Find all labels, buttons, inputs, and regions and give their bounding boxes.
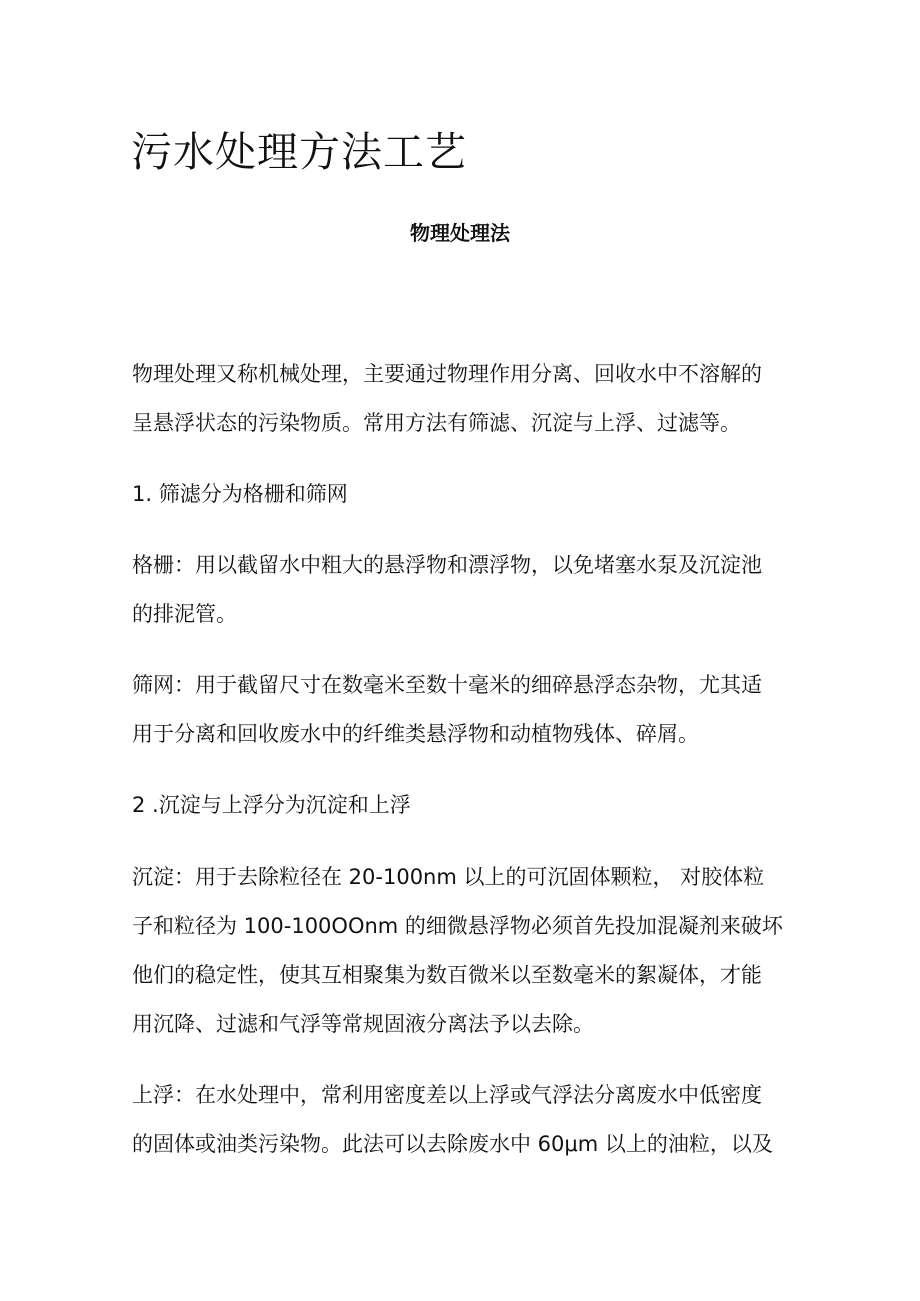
list-item-heading-1: 1. 筛滤分为格栅和筛网: [132, 482, 348, 506]
paragraph-flotation-line-1: 上浮：在水处理中，常利用密度差以上浮或气浮法分离废水中低密度: [132, 1083, 762, 1107]
paragraph-intro-line-1: 物理处理又称机械处理，主要通过物理作用分离、回收水中不溶解的: [132, 362, 762, 386]
paragraph-intro-line-2: 呈悬浮状态的污染物质。常用方法有筛滤、沉淀与上浮、过滤等。: [132, 411, 741, 435]
paragraph-sedimentation-line-3: 他们的稳定性，使其互相聚集为数百微米以至数毫米的絮凝体，才能: [132, 963, 762, 987]
paragraph-grille-line-1: 格栅：用以截留水中粗大的悬浮物和漂浮物，以免堵塞水泵及沉淀池: [132, 553, 762, 577]
paragraph-sedimentation-line-2: 子和粒径为 100-100OOnm 的细微悬浮物必须首先投加混凝剂来破坏: [132, 914, 783, 938]
paragraph-sedimentation-line-1: 沉淀：用于去除粒径在 20-100nm 以上的可沉固体颗粒， 对胶体粒: [132, 865, 765, 889]
list-item-heading-2: 2 .沉淀与上浮分为沉淀和上浮: [132, 793, 411, 817]
paragraph-screen-line-1: 筛网：用于截留尺寸在数毫米至数十毫米的细碎悬浮态杂物，尤其适: [132, 673, 762, 697]
paragraph-screen-line-2: 用于分离和回收废水中的纤维类悬浮物和动植物残体、碎屑。: [132, 722, 699, 746]
paragraph-sedimentation-line-4: 用沉降、过滤和气浮等常规固液分离法予以去除。: [132, 1012, 594, 1036]
paragraph-grille-line-2: 的排泥管。: [132, 602, 237, 626]
section-heading: 物理处理法: [410, 221, 510, 245]
paragraph-flotation-line-2: 的固体或油类污染物。此法可以去除废水中 60μm 以上的油粒，以及: [132, 1132, 773, 1156]
document-title: 污水处理方法工艺: [131, 128, 467, 176]
